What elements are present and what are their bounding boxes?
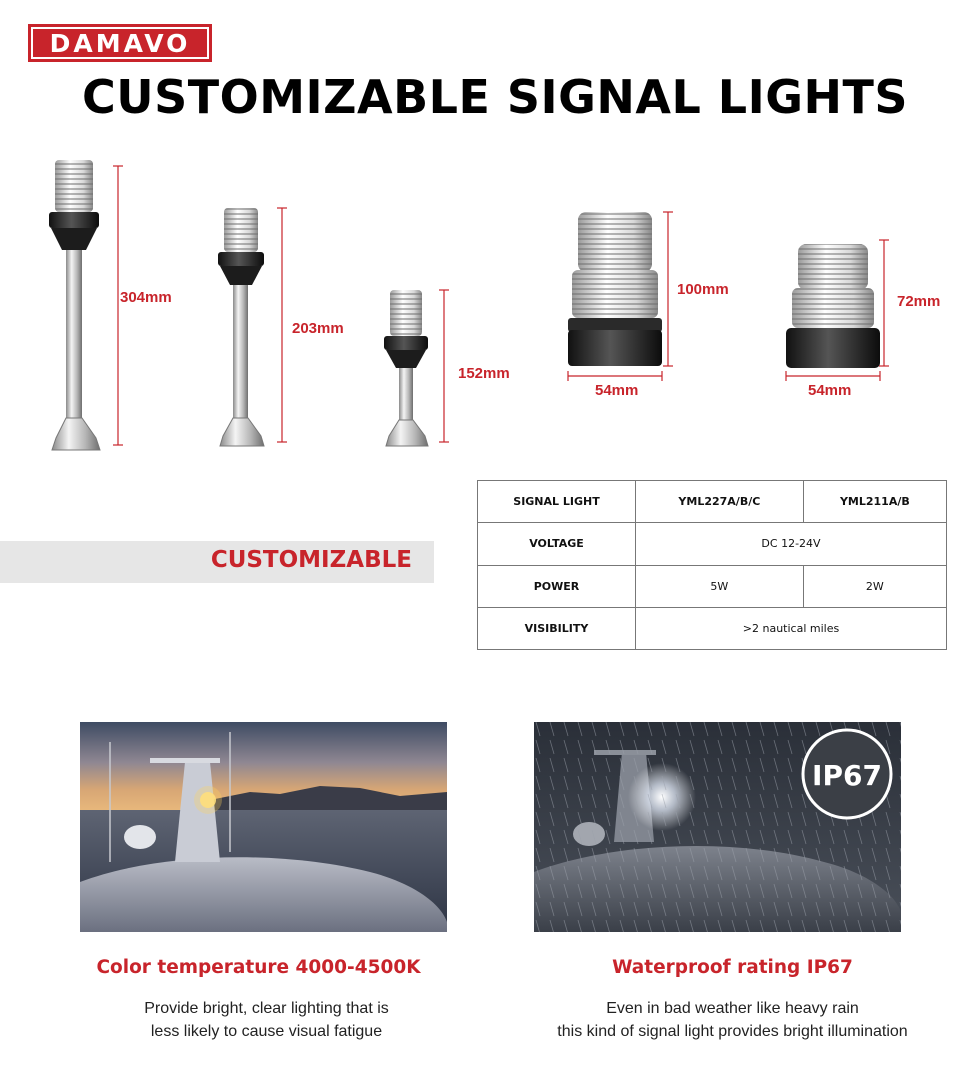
dimension-label-152: 152mm (458, 365, 510, 382)
feature-desc-line: Provide bright, clear lighting that is (144, 1000, 389, 1017)
brand-logo (28, 24, 212, 62)
dimension-label-304: 304mm (120, 289, 172, 306)
spec-row-visibility (478, 607, 947, 649)
dimension-label-72-width: 54mm (808, 382, 852, 399)
spec-row-power (478, 565, 947, 607)
page-title: CUSTOMIZABLE SIGNAL LIGHTS (82, 70, 908, 124)
head-light-100 (568, 212, 673, 381)
spec-value-voltage: DC 12-24V (636, 523, 947, 565)
spec-value-power-b: 2W (803, 565, 946, 607)
head-light-72 (786, 240, 889, 381)
dimension-label-100-width: 54mm (595, 382, 639, 399)
spec-table (477, 480, 947, 650)
feature-title-color-temperature: Color temperature 4000-4500K (96, 957, 421, 978)
spec-header-signal-light: SIGNAL LIGHT (478, 481, 636, 523)
spec-value-power-a: 5W (636, 565, 804, 607)
feature-desc-color-temperature (24, 997, 509, 1043)
feature-desc-line: less likely to cause visual fatigue (150, 1023, 383, 1040)
feature-desc-line: Even in bad weather like heavy rain (606, 1000, 859, 1017)
customizable-banner (0, 541, 434, 583)
feature-desc-line: this kind of signal light provides bright illumination (557, 1023, 908, 1040)
storm-yacht-photo (534, 722, 901, 932)
spec-header-model-b: YML211A/B (803, 481, 946, 523)
sunset-yacht-photo (80, 722, 447, 932)
spec-label-voltage: VOLTAGE (478, 523, 636, 565)
spec-row-voltage (478, 523, 947, 565)
spec-header-model-a: YML227A/B/C (636, 481, 804, 523)
feature-desc-waterproof (490, 997, 970, 1043)
pole-light-304 (49, 160, 123, 450)
spec-table-header-row (478, 481, 947, 523)
dimension-label-100-height: 100mm (677, 281, 729, 298)
dimension-label-72-height: 72mm (897, 293, 941, 310)
customizable-banner-text: CUSTOMIZABLE (210, 547, 412, 573)
pole-light-203 (218, 208, 287, 446)
dimension-label-203: 203mm (292, 320, 344, 337)
brand-logo-text: DAMAVO (33, 29, 207, 57)
pole-light-152 (384, 290, 449, 446)
spec-label-visibility: VISIBILITY (478, 607, 636, 649)
feature-title-waterproof: Waterproof rating IP67 (612, 957, 853, 978)
spec-value-visibility: >2 nautical miles (636, 607, 947, 649)
spec-label-power: POWER (478, 565, 636, 607)
ip67-badge: IP67 (812, 759, 882, 792)
